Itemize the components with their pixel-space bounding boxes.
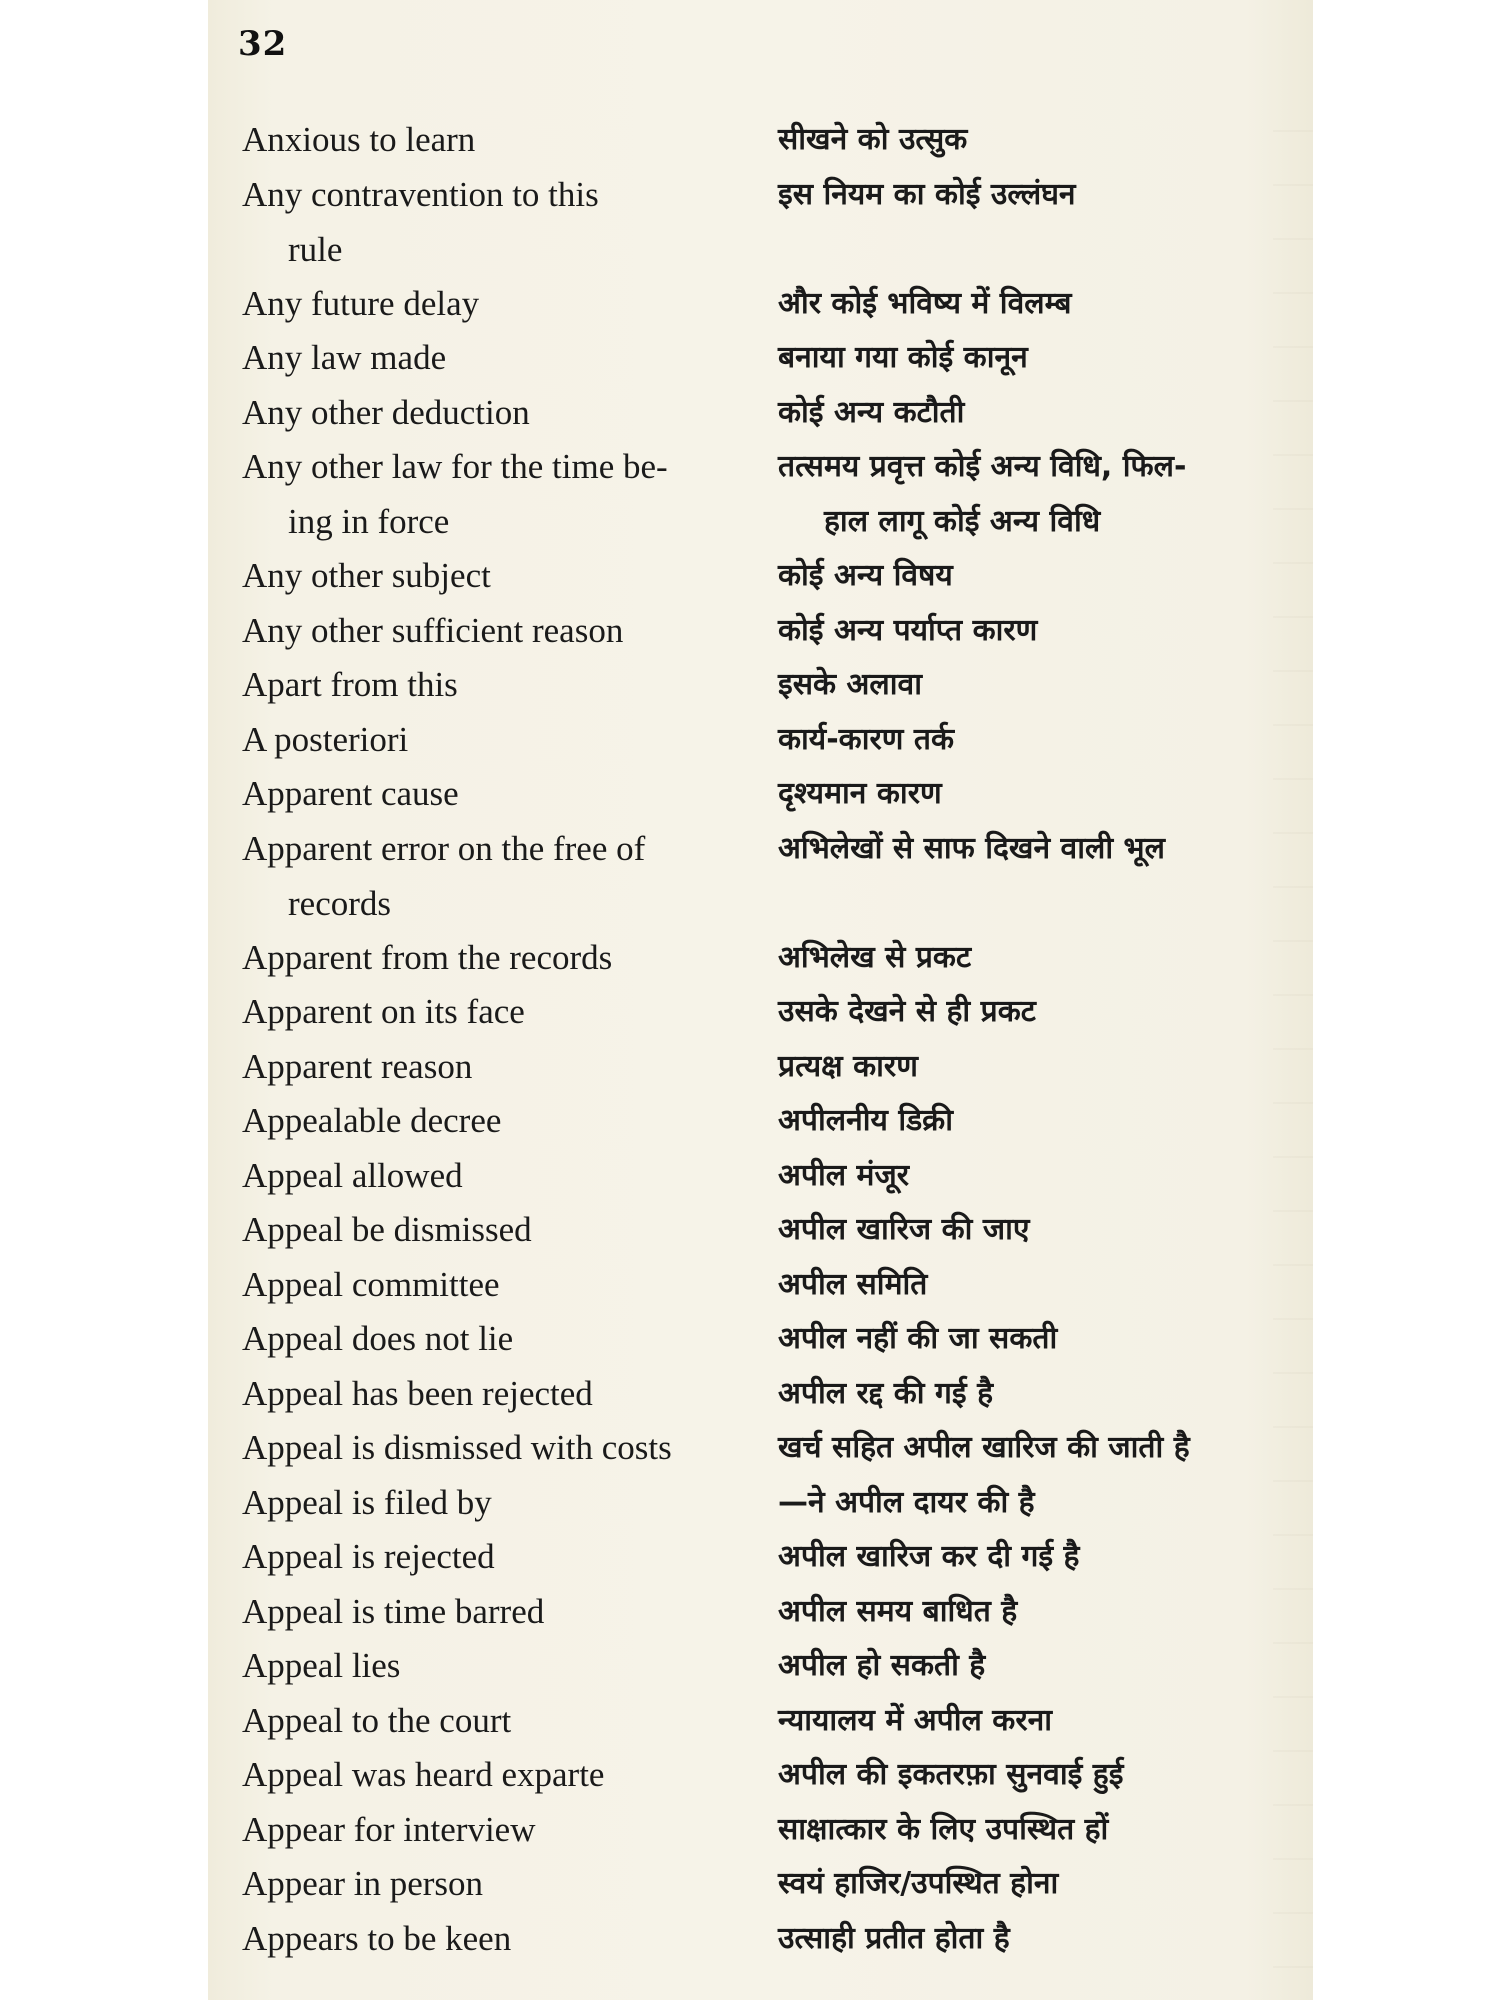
english-term-line: Anxious to learn xyxy=(242,120,476,159)
hindi-translation-line: अपील खारिज की जाए xyxy=(778,1212,1030,1247)
english-term xyxy=(242,1366,762,1421)
english-term-line: Any other subject xyxy=(242,556,491,595)
hindi-translation-line: दृश्यमान कारण xyxy=(778,776,942,811)
hindi-translation-line: अपील समय बाधित है xyxy=(778,1593,1018,1629)
english-term-line: Any other sufficient reason xyxy=(242,610,624,650)
hindi-translation-line: अपीलनीय डिक्री xyxy=(778,1103,953,1138)
english-term-line: Appeal lies xyxy=(242,1646,401,1685)
hindi-translation-line: अपील खारिज कर दी गई है xyxy=(778,1539,1080,1574)
english-term-line: Apart from this xyxy=(242,665,458,704)
english-term-line: Apparent reason xyxy=(242,1046,473,1086)
hindi-translation xyxy=(778,1202,1298,1257)
hindi-translation-line: कोई अन्य पर्याप्त कारण xyxy=(778,612,1038,648)
english-term-line: Apparent cause xyxy=(242,774,459,813)
english-term-line: Appeal committee xyxy=(242,1264,500,1304)
hindi-translation-line: अपील रद्द की गई है xyxy=(778,1375,993,1411)
hindi-translation xyxy=(778,1148,1298,1203)
english-term xyxy=(242,1311,762,1366)
hindi-translation-line: कोई अन्य विषय xyxy=(778,558,953,593)
hindi-translation xyxy=(778,1420,1298,1475)
english-term-line: Apparent from the records xyxy=(242,937,613,977)
hindi-translation-line: अपील की इकतरफ़ा सुनवाई हुई xyxy=(778,1757,1124,1792)
english-term-line: Appeal has been rejected xyxy=(242,1373,593,1413)
english-term-line: Any contravention to this xyxy=(242,174,599,214)
hindi-translation xyxy=(778,1911,1298,1966)
hindi-translation-line: सीखने को उत्सुक xyxy=(778,122,968,157)
hindi-translation-line: न्यायालय में अपील करना xyxy=(778,1702,1053,1738)
hindi-translation xyxy=(778,548,1298,603)
hindi-translation-line: स्वयं हाजिर/उपस्थित होना xyxy=(778,1866,1059,1901)
english-term-line: Appealable decree xyxy=(242,1101,502,1140)
english-term xyxy=(242,439,762,549)
hindi-translation-line: —ने अपील दायर की है xyxy=(778,1484,1035,1520)
english-term xyxy=(242,385,762,440)
english-term xyxy=(242,1202,762,1257)
hindi-translation xyxy=(778,1257,1298,1312)
english-term xyxy=(242,657,762,712)
hindi-translation-line: खर्च सहित अपील खारिज की जाती है xyxy=(778,1430,1190,1465)
english-term-continuation: rule xyxy=(288,229,343,269)
english-term xyxy=(242,1584,762,1639)
english-term-line: Any future delay xyxy=(242,283,480,323)
english-term xyxy=(242,1747,762,1802)
english-term xyxy=(242,330,762,385)
english-term xyxy=(242,167,762,277)
hindi-translation xyxy=(778,657,1298,712)
english-term xyxy=(242,1693,762,1748)
hindi-translation-line: कार्य-कारण तर्क xyxy=(778,721,955,757)
hindi-translation xyxy=(778,1529,1298,1584)
hindi-translation xyxy=(778,385,1298,440)
english-term-line: Any other law for the time be- xyxy=(242,447,668,486)
hindi-translation xyxy=(778,1093,1298,1148)
english-term xyxy=(242,603,762,658)
hindi-translation xyxy=(778,603,1298,658)
english-term-line: Appears to be keen xyxy=(242,1918,512,1958)
english-term-continuation: ing in force xyxy=(288,502,450,541)
english-term xyxy=(242,1257,762,1312)
english-term-line: Appeal allowed xyxy=(242,1155,463,1195)
english-term-line: Appeal is rejected xyxy=(242,1537,495,1576)
english-term-line: Apparent error on the free of xyxy=(242,828,646,868)
hindi-translation xyxy=(778,1366,1298,1421)
hindi-translation xyxy=(778,1638,1298,1693)
english-term-line: Appear for interview xyxy=(242,1809,536,1849)
hindi-translation xyxy=(778,821,1298,876)
hindi-translation-line: अपील हो सकती है xyxy=(778,1648,986,1683)
hindi-translation-line: अपील मंजूर xyxy=(778,1157,909,1193)
english-term xyxy=(242,1802,762,1857)
english-term-line: Appeal is filed by xyxy=(242,1482,492,1522)
english-term xyxy=(242,1856,762,1911)
english-term-continuation: records xyxy=(288,883,392,923)
english-term xyxy=(242,1420,762,1475)
hindi-translation xyxy=(778,984,1298,1039)
hindi-translation xyxy=(778,276,1298,331)
hindi-translation xyxy=(778,766,1298,821)
hindi-translation-line: तत्समय प्रवृत्त कोई अन्य विधि, फिल- xyxy=(778,449,1187,484)
hindi-translation-continuation: हाल लागू कोई अन्य विधि xyxy=(824,504,1101,539)
english-term-line: A posteriori xyxy=(242,719,409,759)
hindi-translation-line: प्रत्यक्ष कारण xyxy=(778,1048,918,1084)
hindi-translation-line: अपील नहीं की जा सकती xyxy=(778,1321,1058,1356)
hindi-translation xyxy=(778,712,1298,767)
hindi-translation-line: साक्षात्कार के लिए उपस्थित हों xyxy=(778,1811,1109,1847)
hindi-translation xyxy=(778,1475,1298,1530)
hindi-translation-line: उत्साही प्रतीत होता है xyxy=(778,1920,1010,1956)
hindi-translation xyxy=(778,1802,1298,1857)
english-term xyxy=(242,112,762,167)
english-term xyxy=(242,276,762,331)
english-term-line: Appear in person xyxy=(242,1864,484,1903)
hindi-translation-line: बनाया गया कोई कानून xyxy=(778,340,1028,375)
english-term xyxy=(242,548,762,603)
english-term-line: Appeal is time barred xyxy=(242,1591,545,1631)
hindi-translation-line: और कोई भविष्य में विलम्ब xyxy=(778,285,1072,321)
dictionary-page xyxy=(208,0,1313,2000)
english-term-line: Any other deduction xyxy=(242,392,530,432)
english-term xyxy=(242,1148,762,1203)
english-term xyxy=(242,1529,762,1584)
hindi-translation-line: इस नियम का कोई उल्लंघन xyxy=(778,176,1076,212)
page-number: 32 xyxy=(238,24,288,64)
english-term xyxy=(242,1093,762,1148)
english-term-line: Appeal was heard exparte xyxy=(242,1755,605,1794)
english-term-line: Appeal is dismissed with costs xyxy=(242,1428,672,1467)
english-term-line: Apparent on its face xyxy=(242,992,525,1031)
english-term xyxy=(242,712,762,767)
english-term xyxy=(242,1475,762,1530)
hindi-translation xyxy=(778,1311,1298,1366)
hindi-translation xyxy=(778,439,1298,549)
english-term xyxy=(242,984,762,1039)
hindi-translation xyxy=(778,1747,1298,1802)
english-term xyxy=(242,821,762,931)
hindi-translation-line: अभिलेखों से साफ दिखने वाली भूल xyxy=(778,830,1165,866)
hindi-translation xyxy=(778,1856,1298,1911)
hindi-translation xyxy=(778,167,1298,222)
english-term xyxy=(242,1911,762,1966)
hindi-translation-line: कोई अन्य कटौती xyxy=(778,394,965,430)
hindi-translation xyxy=(778,1039,1298,1094)
hindi-translation xyxy=(778,1584,1298,1639)
english-term-line: Appeal does not lie xyxy=(242,1319,514,1358)
english-term-line: Appeal to the court xyxy=(242,1700,512,1740)
english-term-line: Any law made xyxy=(242,338,447,377)
hindi-translation-line: अभिलेख से प्रकट xyxy=(778,939,972,975)
hindi-translation xyxy=(778,112,1298,167)
english-term xyxy=(242,1039,762,1094)
english-term xyxy=(242,1638,762,1693)
hindi-translation xyxy=(778,330,1298,385)
hindi-translation xyxy=(778,930,1298,985)
english-term xyxy=(242,930,762,985)
hindi-translation-line: उसके देखने से ही प्रकट xyxy=(778,994,1036,1029)
english-term xyxy=(242,766,762,821)
hindi-translation-line: अपील समिति xyxy=(778,1266,928,1302)
english-term-line: Appeal be dismissed xyxy=(242,1210,532,1249)
hindi-translation-line: इसके अलावा xyxy=(778,667,922,702)
hindi-translation xyxy=(778,1693,1298,1748)
